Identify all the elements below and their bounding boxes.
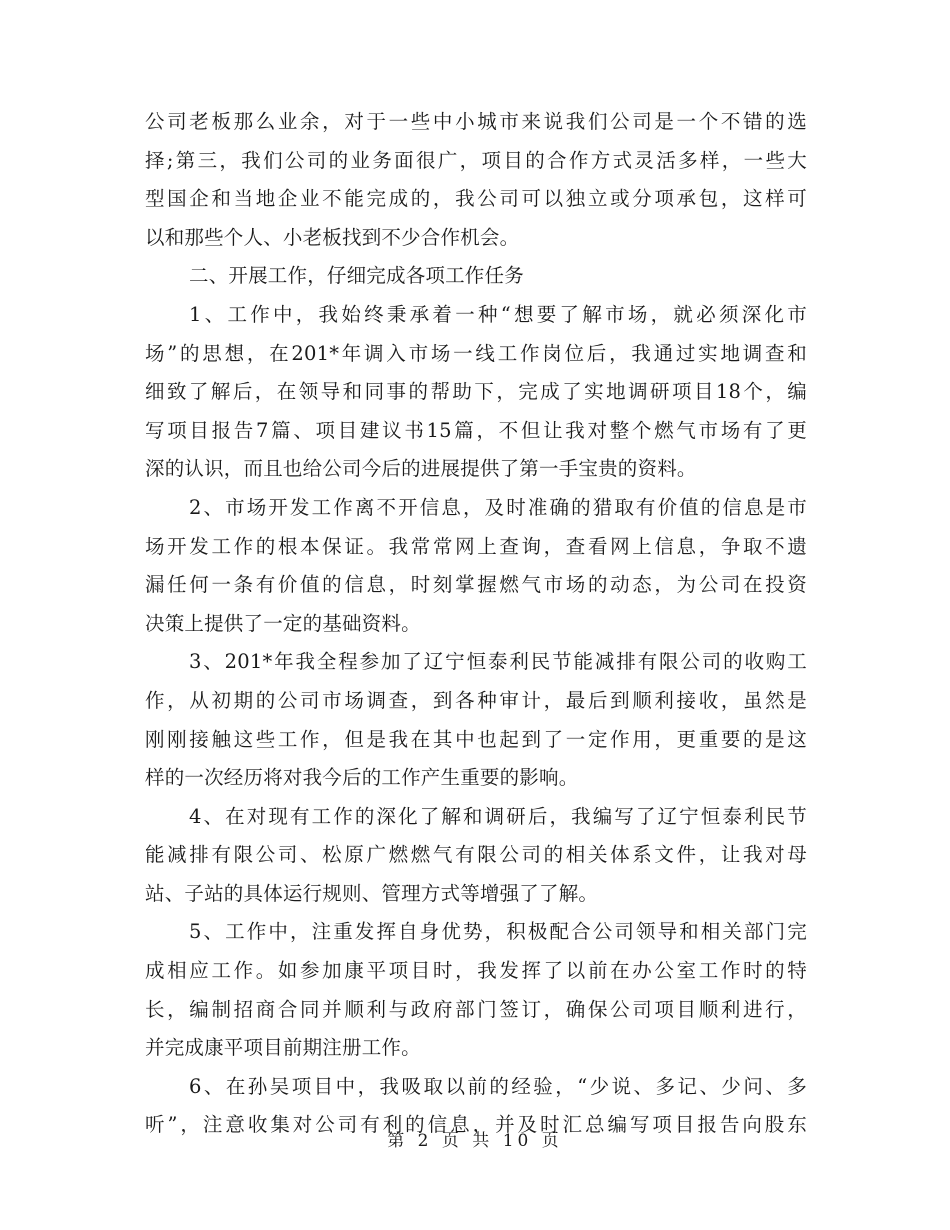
text-line: 二、开展工作，仔细完成各项工作任务 [189, 264, 524, 288]
text-line: 2、市场开发工作离不开信息，及时准确的猎取有价值的信息是市 [189, 495, 807, 519]
text-line: 样的一次经历将对我今后的工作产生重要的影响。 [145, 766, 579, 790]
text-line: 漏任何一条有价值的信息，时刻掌握燃气市场的动态，为公司在投资 [145, 573, 807, 597]
text-line: 刚刚接触这些工作，但是我在其中也起到了一定作用，更重要的是这 [145, 727, 807, 751]
text-line: 能减排有限公司、松原广燃燃气有限公司的相关体系文件，让我对母 [145, 843, 807, 867]
text-line: 听”，注意收集对公司有利的信息，并及时汇总编写项目报告向股东 [145, 1113, 807, 1137]
document-body [145, 103, 807, 1145]
text-line: 并完成康平项目前期注册工作。 [145, 1036, 421, 1060]
text-line: 4、在对现有工作的深化了解和调研后，我编写了辽宁恒泰利民节 [189, 804, 807, 828]
text-line: 型国企和当地企业不能完成的，我公司可以独立或分项承包，这样可 [145, 187, 807, 211]
text-line: 决策上提供了一定的基础资料。 [145, 611, 421, 635]
text-line: 公司老板那么业余，对于一些中小城市来说我们公司是一个不错的选 [145, 110, 807, 133]
text-line: 场开发工作的根本保证。我常常网上查询，查看网上信息，争取不遗 [145, 534, 807, 558]
text-line: 作，从初期的公司市场调查，到各种审计，最后到顺利接收，虽然是 [145, 688, 807, 712]
text-line: 6、在孙吴项目中，我吸取以前的经验，“少说、多记、少问、多 [189, 1074, 807, 1098]
text-line: 5、工作中，注重发挥自身优势，积极配合公司领导和相关部门完 [189, 920, 807, 944]
text-line: 场”的思想，在201*年调入市场一线工作岗位后，我通过实地调查和 [145, 341, 807, 365]
text-line: 以和那些个人、小老板找到不少合作机会。 [145, 225, 520, 249]
text-line: 站、子站的具体运行规则、管理方式等增强了了解。 [145, 881, 599, 905]
text-line: 深的认识，而且也给公司今后的进展提供了第一手宝贵的资料。 [145, 457, 697, 481]
text-line: 长，编制招商合同并顺利与政府部门签订，确保公司项目顺利进行， [145, 997, 807, 1021]
text-line: 择;第三，我们公司的业务面很广，项目的合作方式灵活多样，一些大 [145, 148, 807, 172]
text-line: 写项目报告7篇、项目建议书15篇，不但让我对整个燃气市场有了更 [145, 418, 807, 442]
text-line: 1、工作中，我始终秉承着一种“想要了解市场，就必须深化市 [189, 302, 807, 326]
text-line: 成相应工作。如参加康平项目时，我发挥了以前在办公室工作时的特 [145, 959, 807, 983]
text-line: 细致了解后，在领导和同事的帮助下，完成了实地调研项目18个，编 [145, 380, 807, 404]
text-line: 3、201*年我全程参加了辽宁恒泰利民节能减排有限公司的收购工 [189, 650, 807, 674]
page-footer: 第 2 页 共 10 页 [387, 1131, 563, 1151]
